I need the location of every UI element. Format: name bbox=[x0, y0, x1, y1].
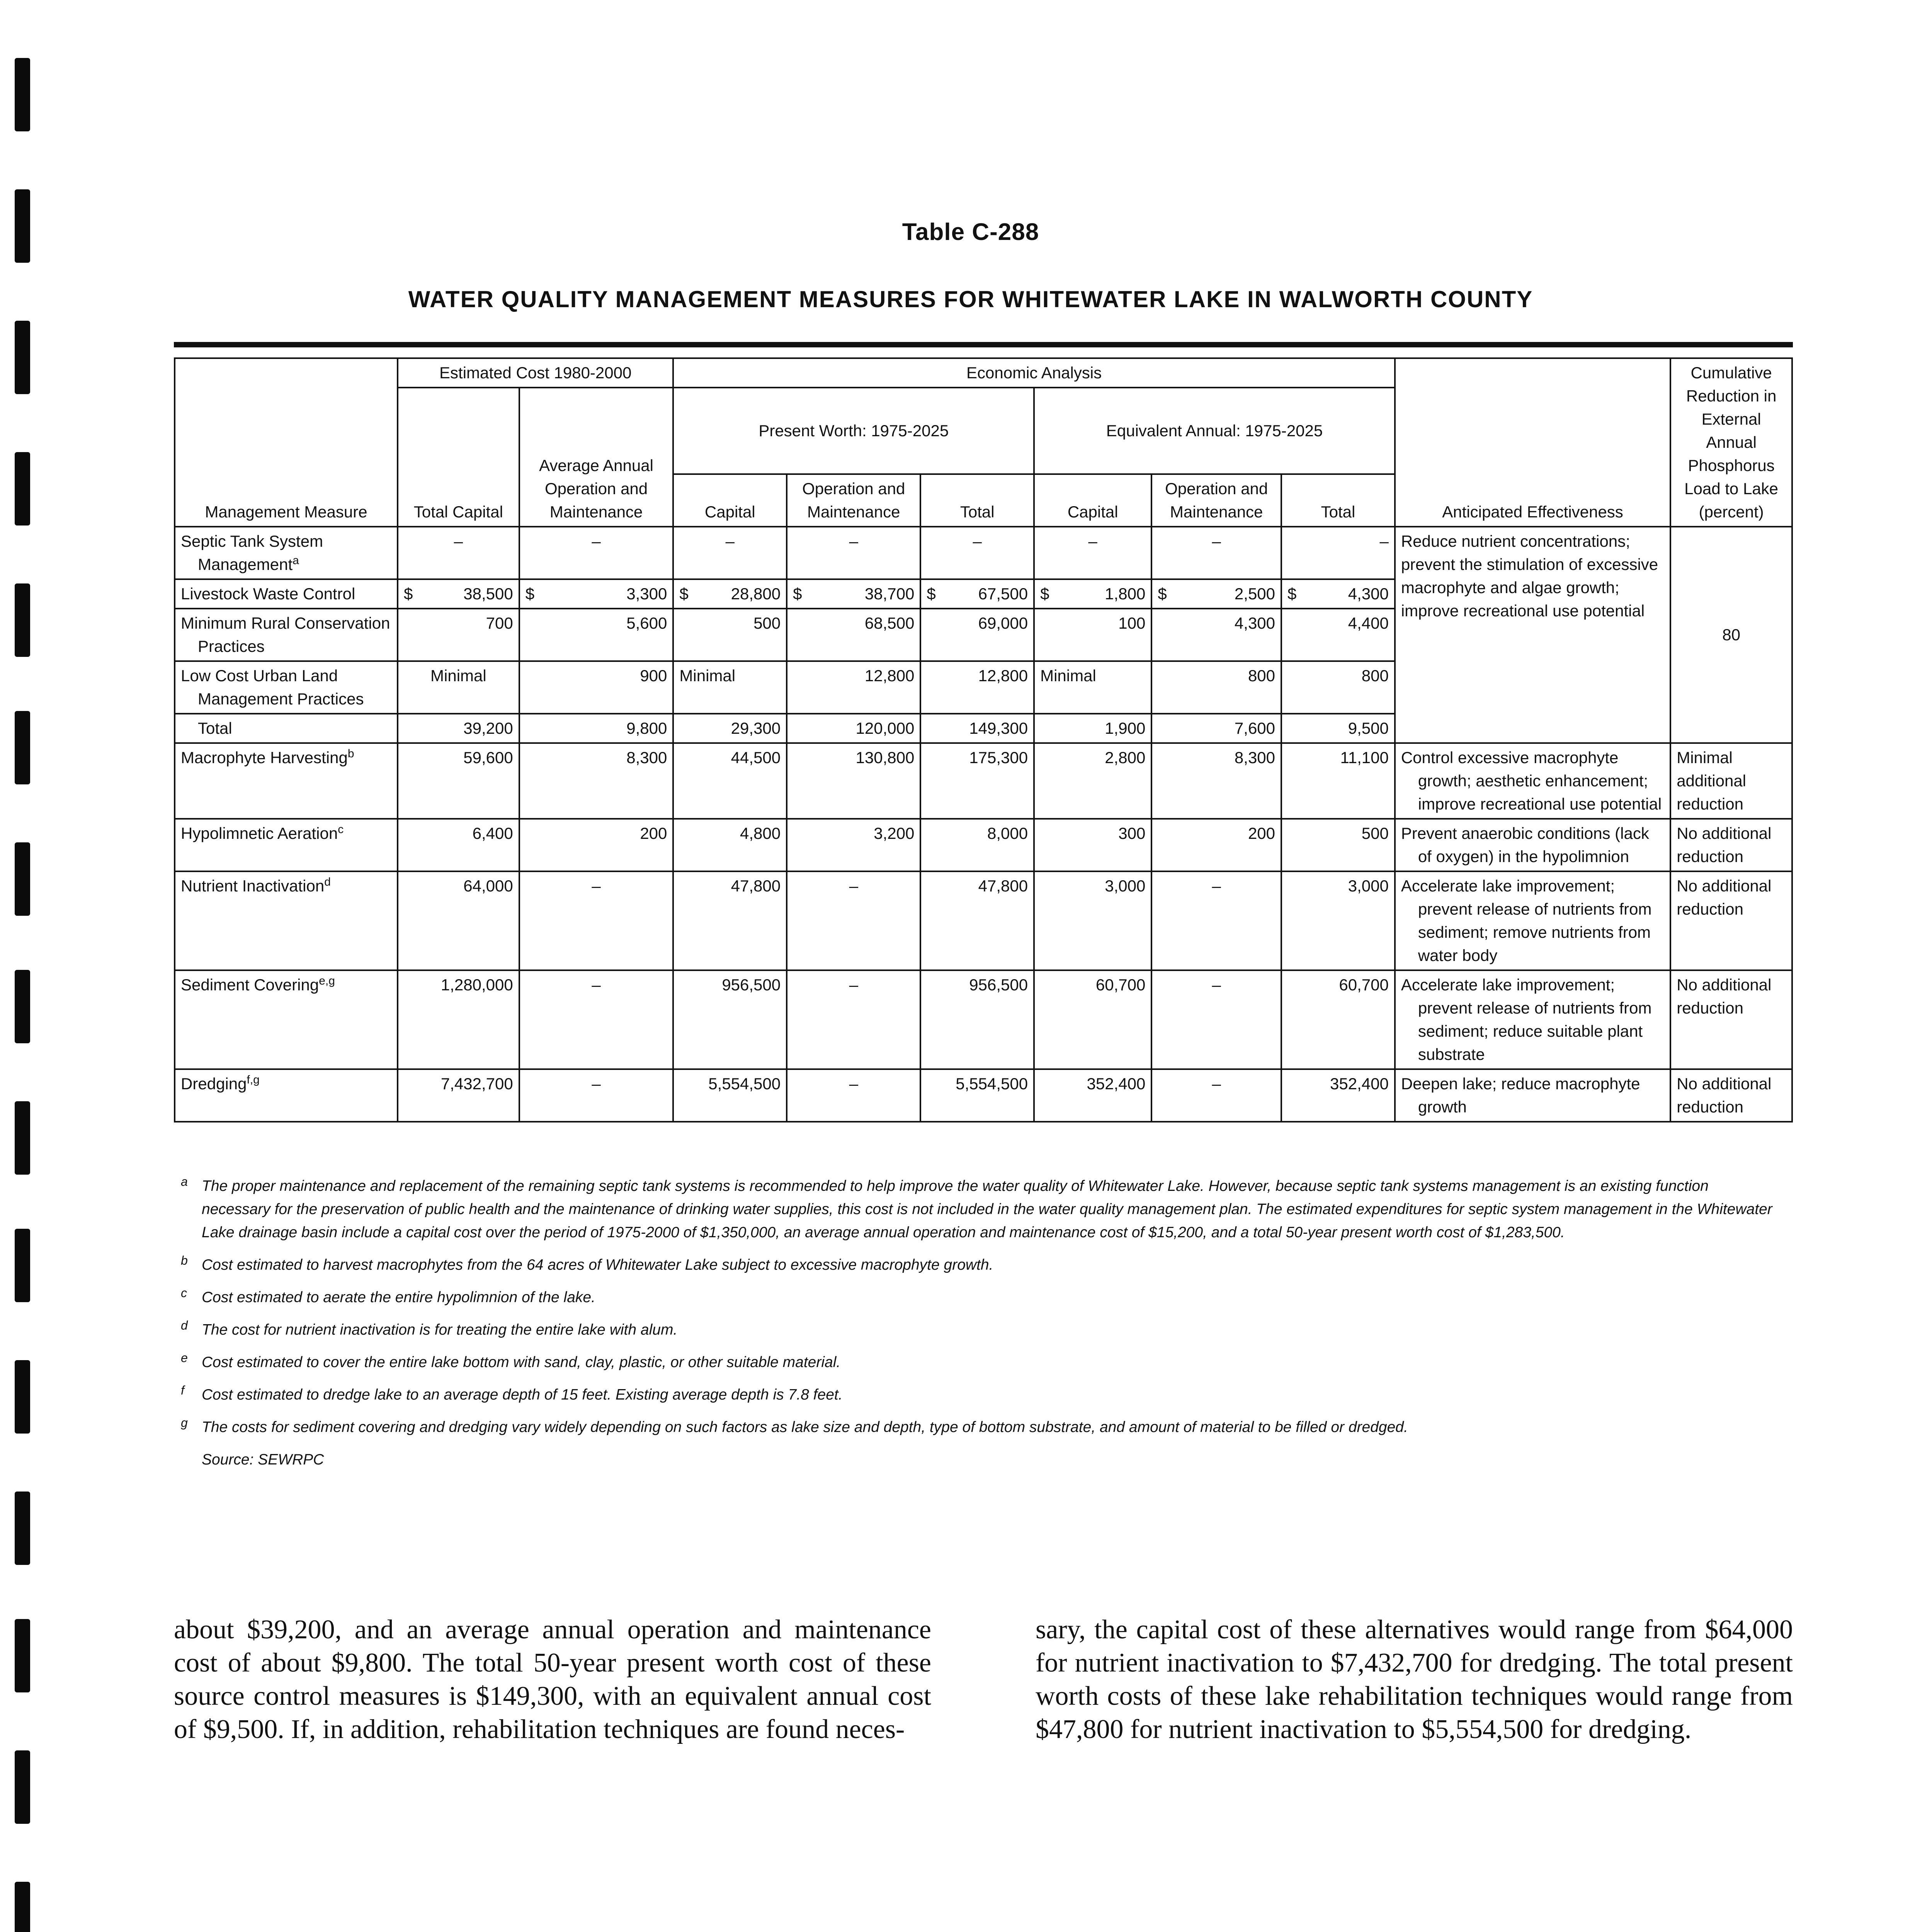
header-eq-om: Operation and Maintenance bbox=[1151, 474, 1281, 527]
row-label: Total bbox=[175, 714, 398, 743]
cell-eq-total: 800 bbox=[1281, 661, 1395, 714]
cell-pw-om: – bbox=[787, 970, 920, 1069]
cell-total-capital: – bbox=[398, 527, 519, 579]
body-text-left: about $39,200, and an average annual operation and maintenance cost of about $9,800. The total 50-year present worth cost of these source control measures is $149,300, with an equivalent annual cost of $9,500. If, in addition, rehabilitation techniques are found neces- bbox=[174, 1615, 931, 1744]
cell-reduction: No additional reduction bbox=[1670, 819, 1792, 871]
cell-avg-om: 200 bbox=[519, 819, 673, 871]
body-text-right: sary, the capital cost of these alternatives would range from $64,000 for nutrient inactivation to $7,432,700 for dredging. The total present worth costs of these lake rehabilitation techniques would range from $47,800 for nutrient inactivation to $5,554,500 for dredging. bbox=[1036, 1615, 1793, 1744]
cell-pw-capital: 4,800 bbox=[673, 819, 787, 871]
footnote: c Cost estimated to aerate the entire hypolimnion of the lake. bbox=[181, 1286, 595, 1306]
cell-pw-total: 175,300 bbox=[920, 743, 1034, 819]
binder-hole bbox=[15, 842, 30, 916]
footnote: g The costs for sediment covering and dredging vary widely depending on such factors as lake size and depth, type of bottom substrate, and amount of material to be filled or dredged. bbox=[181, 1416, 1408, 1435]
table-row bbox=[175, 743, 1792, 819]
cell-pw-total: 47,800 bbox=[920, 871, 1034, 970]
cell-eq-capital: 2,800 bbox=[1034, 743, 1151, 819]
binder-hole bbox=[15, 711, 30, 784]
row-label: Macrophyte Harvesting$^b$ bbox=[175, 743, 398, 819]
cell-total-capital: 7,432,700 bbox=[398, 1069, 519, 1122]
cell-total-capital: $ 38,500 bbox=[398, 579, 519, 609]
table-row bbox=[175, 1069, 1792, 1122]
cell-reduction: No additional reduction bbox=[1670, 970, 1792, 1069]
cell-eq-om: – bbox=[1151, 527, 1281, 579]
cell-eq-om: 8,300 bbox=[1151, 743, 1281, 819]
cell-pw-capital: Minimal bbox=[673, 661, 787, 714]
cell-eq-total: 11,100 bbox=[1281, 743, 1395, 819]
cell-eq-total: 9,500 bbox=[1281, 714, 1395, 743]
cell-pw-om: 12,800 bbox=[787, 661, 920, 714]
cell-eq-om: – bbox=[1151, 970, 1281, 1069]
cell-eq-total: 352,400 bbox=[1281, 1069, 1395, 1122]
cell-pw-total: 149,300 bbox=[920, 714, 1034, 743]
cell-avg-om: 8,300 bbox=[519, 743, 673, 819]
cell-total-capital: 39,200 bbox=[398, 714, 519, 743]
binder-hole bbox=[15, 58, 30, 131]
cell-pw-capital: 44,500 bbox=[673, 743, 787, 819]
binder-hole bbox=[15, 1229, 30, 1302]
cell-pw-total: $ 67,500 bbox=[920, 579, 1034, 609]
cell-reduction: No additional reduction bbox=[1670, 1069, 1792, 1122]
table-row bbox=[175, 819, 1792, 871]
row-label: Nutrient Inactivation$^d$ bbox=[175, 871, 398, 970]
cell-pw-capital: 47,800 bbox=[673, 871, 787, 970]
binder-hole bbox=[15, 583, 30, 657]
row-label: Sediment Covering$^{e,g}$ bbox=[175, 970, 398, 1069]
cell-group-reduction: 80 bbox=[1670, 527, 1792, 743]
table-row bbox=[175, 970, 1792, 1069]
cell-eq-capital: 300 bbox=[1034, 819, 1151, 871]
header-cumulative-reduction: Cumulative Reduction in External Annual Phosphorus Load to Lake (percent) bbox=[1670, 358, 1792, 527]
footnote: a The proper maintenance and replacement of the remaining septic tank systems is recommended to help improve the water quality of Whitewater Lake. However, because septic tank systems management is an existing function necessary for the preservation of public health and the maintenance of drinking water supplies, this cost is not included in the water quality management plan. The estimated expenditures for septic system management in the Whitewater Lake drainage basin include a capital cost over the period of 1975-2000 of $1,350,000, an average annual operation and maintenance cost of $15,200, and a total 50-year present worth cost of $1,283,500. bbox=[181, 1175, 1772, 1241]
header-equivalent-annual: Equivalent Annual: 1975-2025 bbox=[1034, 388, 1395, 474]
cell-pw-capital: 956,500 bbox=[673, 970, 787, 1069]
cell-pw-total: 5,554,500 bbox=[920, 1069, 1034, 1122]
binder-hole bbox=[15, 1492, 30, 1565]
cell-reduction: No additional reduction bbox=[1670, 871, 1792, 970]
row-label: Hypolimnetic Aeration$^c$ bbox=[175, 819, 398, 871]
management-table bbox=[174, 357, 1793, 1122]
header-eq-capital: Capital bbox=[1034, 474, 1151, 527]
cell-effectiveness: Accelerate lake improvement; prevent release of nutrients from sediment; reduce suitable plant substrate bbox=[1395, 970, 1670, 1069]
cell-eq-capital: 100 bbox=[1034, 609, 1151, 661]
cell-eq-total: – bbox=[1281, 527, 1395, 579]
cell-pw-om: – bbox=[787, 871, 920, 970]
cell-eq-total: $ 4,300 bbox=[1281, 579, 1395, 609]
cell-eq-om: – bbox=[1151, 1069, 1281, 1122]
binder-hole bbox=[15, 1101, 30, 1175]
cell-pw-total: 956,500 bbox=[920, 970, 1034, 1069]
row-label: Septic Tank System Management$^a$ bbox=[175, 527, 398, 579]
cell-total-capital: 64,000 bbox=[398, 871, 519, 970]
cell-pw-capital: 500 bbox=[673, 609, 787, 661]
footnote: e Cost estimated to cover the entire lake bottom with sand, clay, plastic, or other suitable material. bbox=[181, 1351, 841, 1371]
header-avg-annual-om: Average Annual Operation and Maintenance bbox=[519, 388, 673, 527]
footnote: b Cost estimated to harvest macrophytes from the 64 acres of Whitewater Lake subject to excessive macrophyte growth. bbox=[181, 1253, 993, 1273]
cell-pw-om: 130,800 bbox=[787, 743, 920, 819]
binder-hole bbox=[15, 1619, 30, 1692]
cell-pw-om: 3,200 bbox=[787, 819, 920, 871]
cell-avg-om: – bbox=[519, 527, 673, 579]
row-label: Livestock Waste Control bbox=[175, 579, 398, 609]
binder-hole bbox=[15, 1882, 30, 1932]
cell-eq-capital: 3,000 bbox=[1034, 871, 1151, 970]
cell-eq-om: – bbox=[1151, 871, 1281, 970]
cell-avg-om: – bbox=[519, 1069, 673, 1122]
cell-eq-om: $ 2,500 bbox=[1151, 579, 1281, 609]
header-pw-om: Operation and Maintenance bbox=[787, 474, 920, 527]
cell-eq-capital: – bbox=[1034, 527, 1151, 579]
cell-reduction: Minimal additional reduction bbox=[1670, 743, 1792, 819]
cell-eq-capital: 352,400 bbox=[1034, 1069, 1151, 1122]
cell-pw-om: $ 38,700 bbox=[787, 579, 920, 609]
cell-eq-capital: 1,900 bbox=[1034, 714, 1151, 743]
header-management-measure: Management Measure bbox=[175, 358, 398, 527]
binder-hole bbox=[15, 1360, 30, 1434]
cell-total-capital: Minimal bbox=[398, 661, 519, 714]
footnote: f Cost estimated to dredge lake to an average depth of 15 feet. Existing average depth is 7.8 feet. bbox=[181, 1383, 843, 1403]
cell-effectiveness: Control excessive macrophyte growth; aesthetic enhancement; improve recreational use potential bbox=[1395, 743, 1670, 819]
header-economic-analysis: Economic Analysis bbox=[673, 358, 1395, 388]
cell-avg-om: – bbox=[519, 970, 673, 1069]
cell-pw-capital: 29,300 bbox=[673, 714, 787, 743]
cell-eq-total: 3,000 bbox=[1281, 871, 1395, 970]
header-pw-total: Total bbox=[920, 474, 1034, 527]
row-label: Dredging$^{f,g}$ bbox=[175, 1069, 398, 1122]
row-label: Low Cost Urban Land Management Practices bbox=[175, 661, 398, 714]
cell-pw-capital: $ 28,800 bbox=[673, 579, 787, 609]
footnote: d The cost for nutrient inactivation is for treating the entire lake with alum. bbox=[181, 1318, 678, 1338]
cell-pw-capital: – bbox=[673, 527, 787, 579]
binder-hole bbox=[15, 321, 30, 394]
cell-eq-om: 7,600 bbox=[1151, 714, 1281, 743]
cell-eq-om: 4,300 bbox=[1151, 609, 1281, 661]
cell-pw-om: 120,000 bbox=[787, 714, 920, 743]
table-number: Table C-288 bbox=[902, 219, 1039, 245]
cell-eq-om: 800 bbox=[1151, 661, 1281, 714]
cell-avg-om: 900 bbox=[519, 661, 673, 714]
cell-pw-total: – bbox=[920, 527, 1034, 579]
header-estimated-cost: Estimated Cost 1980-2000 bbox=[398, 358, 673, 388]
cell-avg-om: 9,800 bbox=[519, 714, 673, 743]
cell-effectiveness: Deepen lake; reduce macrophyte growth bbox=[1395, 1069, 1670, 1122]
cell-total-capital: 700 bbox=[398, 609, 519, 661]
cell-avg-om: 5,600 bbox=[519, 609, 673, 661]
cell-pw-total: 8,000 bbox=[920, 819, 1034, 871]
header-present-worth: Present Worth: 1975-2025 bbox=[673, 388, 1034, 474]
binder-hole bbox=[15, 970, 30, 1043]
cell-pw-om: – bbox=[787, 527, 920, 579]
header-pw-capital: Capital bbox=[673, 474, 787, 527]
cell-eq-capital: 60,700 bbox=[1034, 970, 1151, 1069]
cell-effectiveness: Prevent anaerobic conditions (lack of oxygen) in the hypolimnion bbox=[1395, 819, 1670, 871]
cell-avg-om: $ 3,300 bbox=[519, 579, 673, 609]
table-row bbox=[175, 871, 1792, 970]
source-note: Source: SEWRPC bbox=[202, 1451, 324, 1468]
cell-avg-om: – bbox=[519, 871, 673, 970]
cell-eq-total: 60,700 bbox=[1281, 970, 1395, 1069]
cell-effectiveness: Accelerate lake improvement; prevent release of nutrients from sediment; remove nutrients from water body bbox=[1395, 871, 1670, 970]
row-label: Minimum Rural Conservation Practices bbox=[175, 609, 398, 661]
binder-hole bbox=[15, 1750, 30, 1824]
table-row bbox=[175, 527, 1792, 579]
cell-pw-om: – bbox=[787, 1069, 920, 1122]
table-title: WATER QUALITY MANAGEMENT MEASURES FOR WHITEWATER LAKE IN WALWORTH COUNTY bbox=[408, 286, 1533, 312]
header-anticipated-effectiveness: Anticipated Effectiveness bbox=[1395, 358, 1670, 527]
cell-pw-total: 12,800 bbox=[920, 661, 1034, 714]
cell-eq-capital: $ 1,800 bbox=[1034, 579, 1151, 609]
cell-eq-total: 500 bbox=[1281, 819, 1395, 871]
cell-eq-total: 4,400 bbox=[1281, 609, 1395, 661]
binder-hole bbox=[15, 452, 30, 526]
cell-total-capital: 1,280,000 bbox=[398, 970, 519, 1069]
cell-group-effectiveness: Reduce nutrient concentrations; prevent the stimulation of excessive macrophyte and algae growth; improve recreational use potential bbox=[1395, 527, 1670, 743]
cell-total-capital: 59,600 bbox=[398, 743, 519, 819]
cell-eq-om: 200 bbox=[1151, 819, 1281, 871]
cell-eq-capital: Minimal bbox=[1034, 661, 1151, 714]
footnotes bbox=[174, 1175, 1777, 1471]
cell-pw-capital: 5,554,500 bbox=[673, 1069, 787, 1122]
cell-pw-om: 68,500 bbox=[787, 609, 920, 661]
header-eq-total: Total bbox=[1281, 474, 1395, 527]
header-total-capital: Total Capital bbox=[398, 388, 519, 527]
title-rule bbox=[174, 342, 1793, 347]
cell-total-capital: 6,400 bbox=[398, 819, 519, 871]
cell-pw-total: 69,000 bbox=[920, 609, 1034, 661]
